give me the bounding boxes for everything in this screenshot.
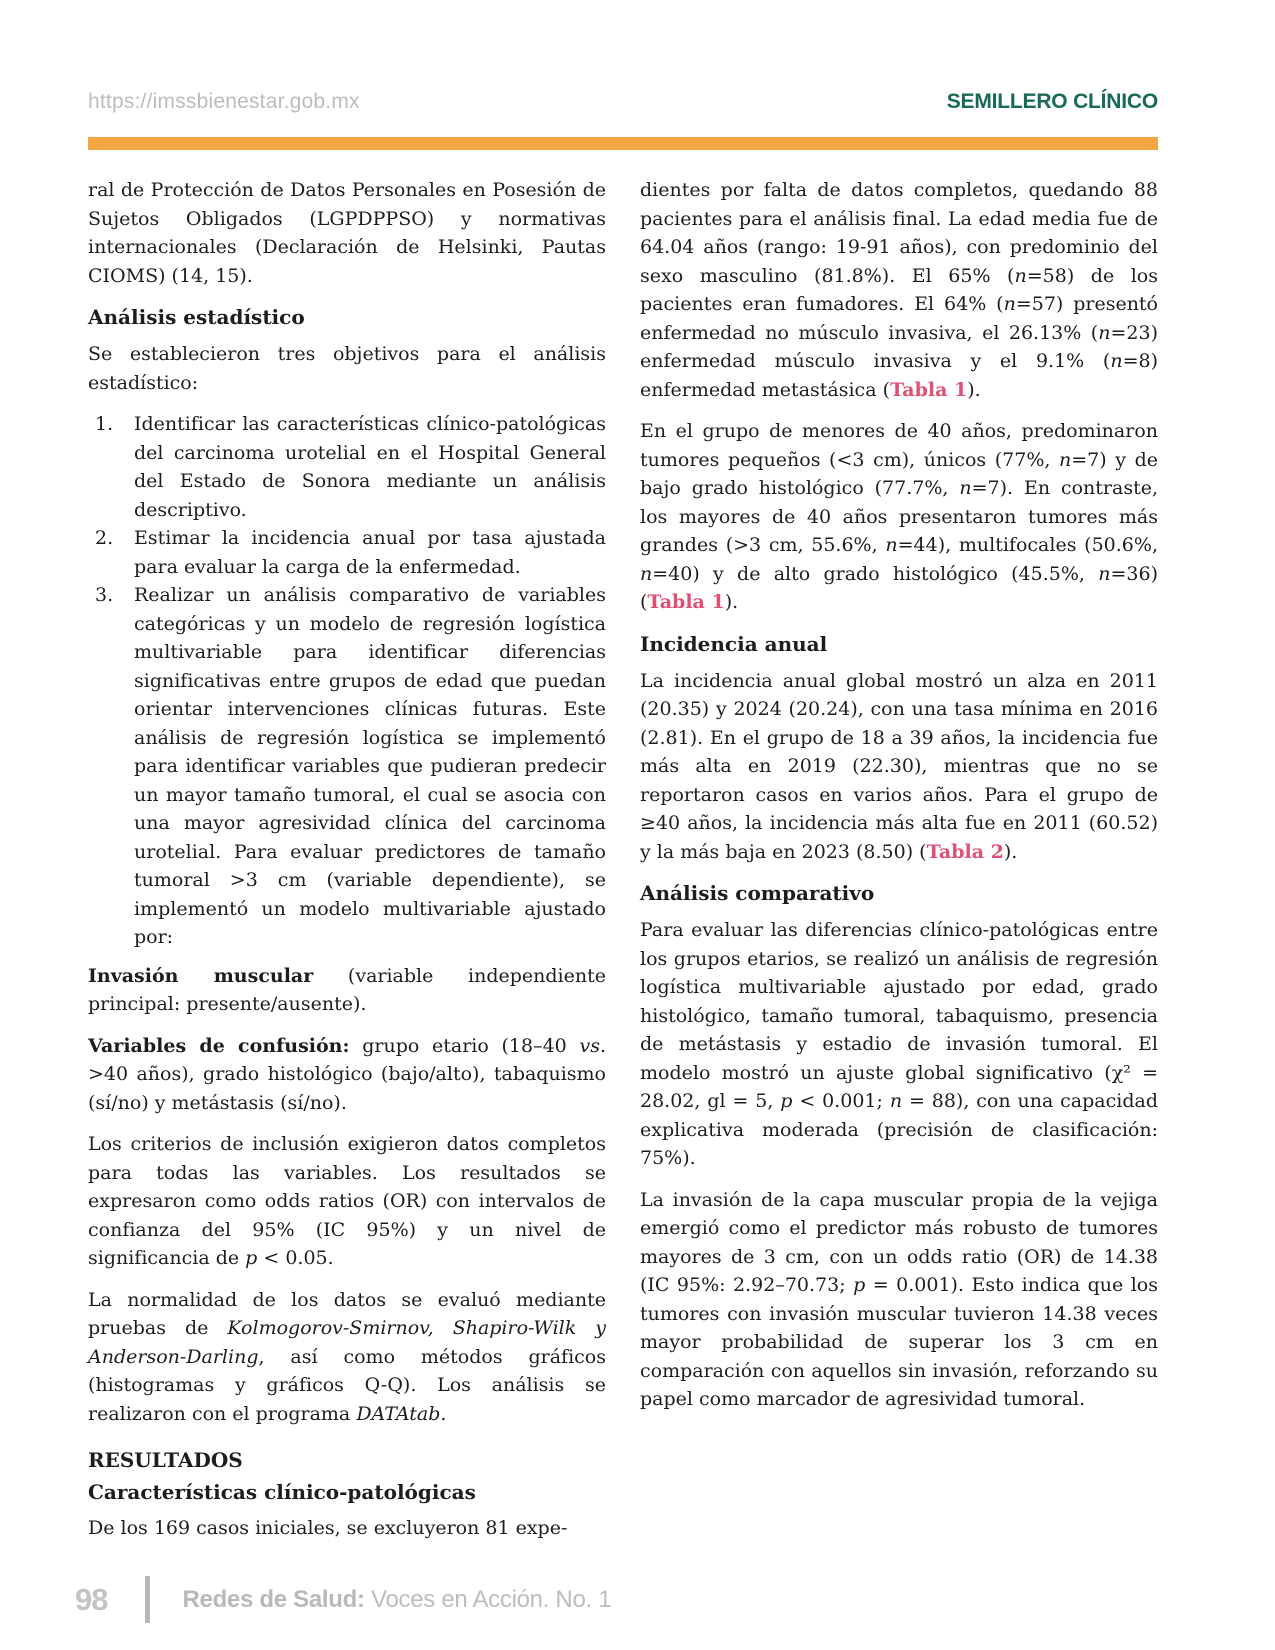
text-segment: Identificar las características clínico-patológicas del carcinoma urotelial en el Hospital General del Estado de Sonora mediante un análisis descriptivo. xyxy=(134,413,606,521)
text-segment: dientes por falta de datos completos, quedando 88 pacientes para el análisis final. La edad media fue de 64.04 años (rango: 19-91 años), con predominio del sexo masculino (81.8%). El 65% ( xyxy=(640,179,1158,287)
text-segment: Variables de confusión: xyxy=(88,1034,350,1057)
list-item-number: 3. xyxy=(95,584,114,606)
text-segment: La normalidad de los datos se evaluó mediante pruebas de xyxy=(88,1288,606,1339)
text-segment: n xyxy=(959,477,972,499)
heading-resultados xyxy=(88,1446,606,1474)
para-normalidad xyxy=(88,1286,606,1429)
list-item-text xyxy=(134,410,606,524)
heading-analisis-estadistico xyxy=(88,303,606,331)
text-segment: Características clínico-patológicas xyxy=(88,1480,476,1504)
accent-rule xyxy=(88,137,1158,150)
text-segment: n xyxy=(1098,562,1111,585)
text-segment: RESULTADOS xyxy=(88,1448,243,1472)
table-ref-link[interactable]: Tabla 1 xyxy=(647,591,725,613)
list-item-text xyxy=(134,524,606,581)
text-segment: = 0.001). Esto indica que los tumores con invasión muscular tuvieron 14.38 veces mayor probabilidad de superar los 3 cm en comparación con aquellos sin invasión, reforzando su papel como marcador de agresividad tumoral. xyxy=(640,1274,1158,1410)
text-segment: n xyxy=(889,1090,903,1112)
article-body xyxy=(88,176,1158,1556)
text-segment: p xyxy=(853,1274,866,1296)
text-segment: p xyxy=(780,1090,793,1112)
text-segment: ral de Protección de Datos Personales en Posesión de Sujetos Obligados (LGPDPPSO) y normativas internacionales (Declaración de Helsinki, Pautas CIOMS) (14, 15). xyxy=(88,179,606,287)
text-segment: p xyxy=(245,1247,258,1269)
text-segment: Realizar un análisis comparativo de variables categóricas y un modelo de regresión logística multivariable para identificar diferencias significativas entre grupos de edad que puedan orientar intervenciones clínicas futuras. Este análisis de regresión logística se implementó para identificar variables que pudieran predecir un mayor tamaño tumoral, el cual se asocia con una mayor agresividad clínica del carcinoma urotelial. Para evaluar predictores de tamaño tumoral >3 cm (variable dependiente), se implementó un modelo multivariable ajustado por: xyxy=(134,584,606,948)
footer-divider xyxy=(145,1576,150,1623)
text-segment: Invasión muscular xyxy=(88,964,314,987)
para-invasion-muscular xyxy=(88,962,606,1019)
text-segment: Análisis comparativo xyxy=(640,881,875,905)
para-regresion-logistica xyxy=(640,916,1158,1173)
text-segment: =40) y de alto grado histológico (45.5%, xyxy=(652,562,1099,585)
text-segment: n xyxy=(1003,293,1016,315)
para-objetivos-intro xyxy=(88,340,606,397)
text-segment: =57) presentó enfermedad no músculo invasiva, el 26.13% ( xyxy=(640,293,1158,344)
text-segment: ). xyxy=(724,591,739,613)
text-segment: =44), multifocales (50.6%, xyxy=(897,534,1158,556)
right-column xyxy=(640,176,1158,1556)
text-segment: De los 169 casos iniciales, se excluyeron 81 expe- xyxy=(88,1517,568,1539)
text-segment: < 0.001; xyxy=(792,1090,890,1112)
text-segment: DATAtab xyxy=(356,1402,441,1425)
text-segment: n xyxy=(1059,448,1072,471)
journal-title xyxy=(182,1586,611,1614)
table-ref-link[interactable]: Tabla 2 xyxy=(926,840,1004,863)
text-segment: =23) enfermedad músculo invasiva y el 9.1% ( xyxy=(640,321,1158,372)
para-variables-confusion xyxy=(88,1032,606,1118)
list-item-number: 2. xyxy=(95,527,114,549)
text-segment: Análisis estadístico xyxy=(88,305,305,329)
text-segment: , así como métodos gráficos (histogramas y gráficos Q-Q). Los análisis se realizaron con el programa xyxy=(88,1345,606,1425)
text-segment: n xyxy=(1014,264,1027,287)
text-segment: n xyxy=(1098,321,1111,344)
heading-caracteristicas xyxy=(88,1478,606,1506)
text-segment: grupo etario (18–40 xyxy=(349,1034,580,1057)
text-segment: En el grupo de menores de 40 años, predominaron tumores pequeños (<3 cm), únicos (77%, xyxy=(640,420,1158,471)
text-segment: = 88), con una capacidad explicativa moderada (precisión de clasificación: 75%). xyxy=(640,1090,1158,1169)
text-segment: =7) y de bajo grado histológico (77.7%, xyxy=(640,448,1159,499)
left-column xyxy=(88,176,606,1556)
para-data-protection xyxy=(88,176,606,290)
list-item xyxy=(88,524,606,581)
para-incidencia xyxy=(640,667,1158,867)
list-item xyxy=(88,581,606,952)
text-segment: =58) de los pacientes eran fumadores. El 64% ( xyxy=(640,264,1159,315)
text-segment: Incidencia anual xyxy=(640,631,828,656)
page-url: https://imssbienestar.gob.mx xyxy=(88,90,360,113)
text-segment: Estimar la incidencia anual por tasa ajustada para evaluar la carga de la enfermedad. xyxy=(134,527,606,578)
para-criterios-inclusion xyxy=(88,1130,606,1273)
objectives-list xyxy=(88,410,606,952)
para-grupos-etarios xyxy=(640,417,1158,617)
para-invasion-predictor xyxy=(640,1186,1158,1414)
text-segment: La invasión de la capa muscular propia de la vejiga emergió como el predictor más robusto de tumores mayores de 3 cm, con un odds ratio (OR) de 14.38 (IC 95%: 2.92–70.73; xyxy=(640,1188,1158,1296)
text-segment: Para evaluar las diferencias clínico-patológicas entre los grupos etarios, se realizó un análisis de regresión logística multivariable ajustado por edad, grado histológico, tamaño tumoral, tabaquismo, presencia de metástasis y estadio de invasión tumoral. El modelo mostró un ajuste global significativo (χ² = 28.02, gl = 5, xyxy=(640,919,1158,1112)
text-segment: < 0.05. xyxy=(257,1247,334,1269)
text-segment: . xyxy=(440,1402,447,1425)
para-cohorte-final xyxy=(640,176,1158,404)
heading-incidencia-anual xyxy=(640,630,1158,658)
text-segment: >40 años), grado histológico (bajo/alto), tabaquismo (sí/no) y metástasis (sí/no). xyxy=(88,1063,606,1114)
table-ref-link[interactable]: Tabla 1 xyxy=(889,378,968,401)
text-segment: La incidencia anual global mostró un alza en 2011 (20.35) y 2024 (20.24), con una tasa mínima en 2016 (2.81). En el grupo de 18 a 39 años, la incidencia fue más alta en 2019 (22.30), mientras que no se reportaron casos en varios años. Para el grupo de ≥40 años, la incidencia más alta fue en 2011 (60.52) y la más baja en 2023 (8.50) ( xyxy=(640,669,1158,863)
text-segment: Kolmogorov-Smirnov, Shapiro-Wilk y Anderson-Darling xyxy=(88,1317,607,1368)
text-segment: n xyxy=(1110,350,1123,372)
text-segment: ). xyxy=(1003,840,1018,863)
journal-section-label: SEMILLERO CLÍNICO xyxy=(946,90,1158,113)
running-header xyxy=(88,90,1158,114)
text-segment: =8) enfermedad metastásica ( xyxy=(640,350,1158,401)
text-segment: ). xyxy=(967,378,981,401)
para-casos-iniciales xyxy=(88,1514,606,1543)
list-item xyxy=(88,410,606,524)
page-number: 98 xyxy=(75,1581,108,1617)
text-segment: Los criterios de inclusión exigieron datos completos para todas las variables. Los resultados se expresaron como odds ratios (OR) con intervalos de confianza del 95% (IC 95%) y un nivel de significancia de xyxy=(88,1133,606,1269)
journal-title-issue: Voces en Acción. No. 1 xyxy=(364,1585,612,1613)
list-item-number: 1. xyxy=(95,413,114,435)
journal-title-name: Redes de Salud: xyxy=(182,1585,365,1613)
text-segment: =36) ( xyxy=(640,562,1158,613)
text-segment: =7). En contraste, los mayores de 40 años presentaron tumores más grandes (>3 cm, 55.6%, xyxy=(640,477,1158,556)
heading-analisis-comparativo xyxy=(640,879,1158,907)
text-segment: Se establecieron tres objetivos para el análisis estadístico: xyxy=(88,343,606,394)
text-segment: n xyxy=(885,534,898,556)
list-item-text xyxy=(134,581,606,952)
page-footer xyxy=(75,1576,611,1623)
text-segment: vs. xyxy=(579,1034,606,1057)
text-segment: n xyxy=(640,562,653,585)
text-segment: (variable independiente principal: presente/ausente). xyxy=(88,964,606,1015)
